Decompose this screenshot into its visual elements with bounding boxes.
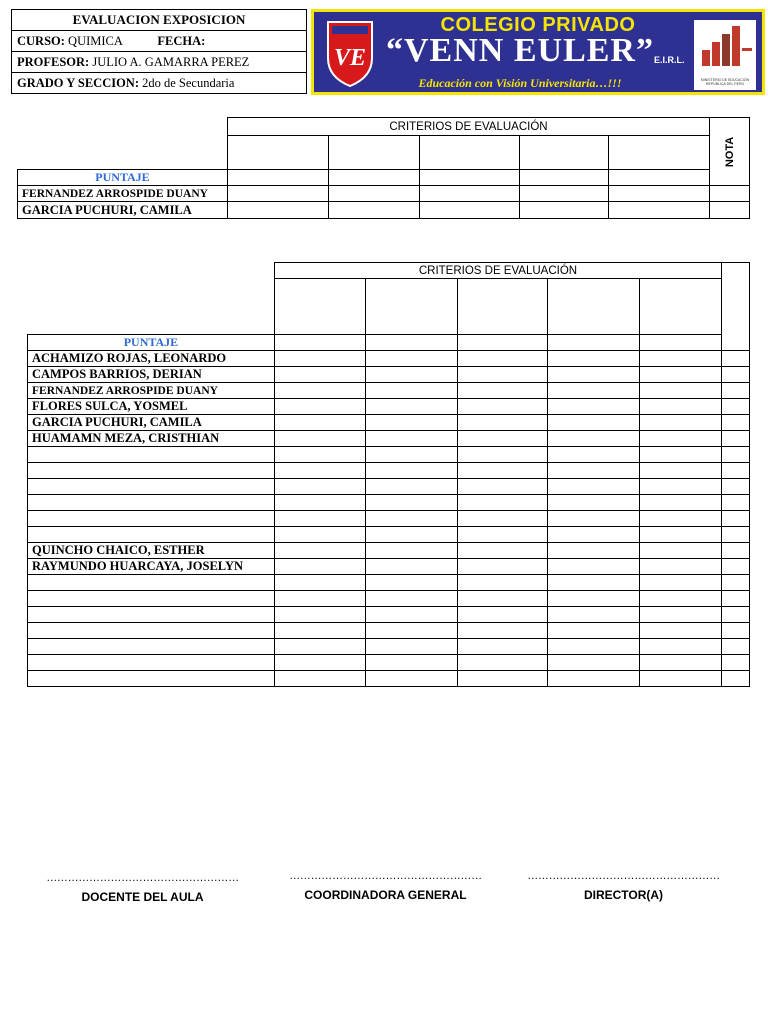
score-cell[interactable] bbox=[520, 170, 609, 186]
nota-label: NOTA bbox=[723, 136, 736, 167]
score-cell[interactable] bbox=[457, 367, 548, 383]
puntaje-label: PUNTAJE bbox=[18, 170, 228, 186]
score-cell[interactable] bbox=[274, 351, 365, 367]
table-row bbox=[28, 399, 750, 415]
score-cell[interactable] bbox=[548, 367, 640, 383]
score-cell[interactable] bbox=[328, 186, 419, 202]
score-cell[interactable] bbox=[640, 527, 722, 543]
score-cell[interactable] bbox=[274, 527, 365, 543]
score-cell[interactable] bbox=[365, 447, 457, 463]
score-cell[interactable] bbox=[457, 591, 548, 607]
nota-cell[interactable] bbox=[722, 351, 750, 367]
nota-cell[interactable] bbox=[722, 479, 750, 495]
table-row bbox=[28, 495, 750, 511]
student-name bbox=[28, 639, 275, 655]
signature-docente bbox=[40, 872, 245, 904]
nota-cell[interactable] bbox=[722, 431, 750, 447]
curso-value: QUIMICA bbox=[68, 33, 123, 48]
table-row bbox=[18, 186, 750, 202]
score-cell[interactable] bbox=[548, 399, 640, 415]
banner-eirl: E.I.R.L. bbox=[654, 55, 685, 65]
nota-cell[interactable] bbox=[722, 543, 750, 559]
score-cell[interactable] bbox=[274, 415, 365, 431]
student-name: HUAMAMN MEZA, CRISTHIAN bbox=[28, 431, 275, 447]
score-cell[interactable] bbox=[457, 335, 548, 351]
score-cell[interactable] bbox=[548, 495, 640, 511]
score-cell[interactable] bbox=[365, 639, 457, 655]
score-cell[interactable] bbox=[274, 399, 365, 415]
student-name: ACHAMIZO ROJAS, LEONARDO bbox=[28, 351, 275, 367]
score-cell[interactable] bbox=[365, 479, 457, 495]
score-cell[interactable] bbox=[640, 399, 722, 415]
score-cell[interactable] bbox=[640, 623, 722, 639]
nota-cell[interactable] bbox=[722, 575, 750, 591]
table-row bbox=[28, 655, 750, 671]
score-cell[interactable] bbox=[640, 543, 722, 559]
score-cell[interactable] bbox=[640, 495, 722, 511]
score-cell[interactable] bbox=[365, 527, 457, 543]
score-cell[interactable] bbox=[365, 543, 457, 559]
score-cell[interactable] bbox=[548, 415, 640, 431]
table-row bbox=[28, 431, 750, 447]
score-cell[interactable] bbox=[365, 399, 457, 415]
score-cell[interactable] bbox=[548, 575, 640, 591]
score-cell[interactable] bbox=[640, 575, 722, 591]
student-name: QUINCHO CHAICO, ESTHER bbox=[28, 543, 275, 559]
score-cell[interactable] bbox=[640, 447, 722, 463]
table-row bbox=[28, 671, 750, 687]
score-cell[interactable] bbox=[365, 463, 457, 479]
student-name bbox=[28, 623, 275, 639]
nota-cell[interactable] bbox=[722, 367, 750, 383]
score-cell[interactable] bbox=[274, 591, 365, 607]
table-row bbox=[28, 559, 750, 575]
score-cell[interactable] bbox=[365, 671, 457, 687]
score-cell[interactable] bbox=[548, 607, 640, 623]
score-cell[interactable] bbox=[274, 655, 365, 671]
score-cell[interactable] bbox=[365, 607, 457, 623]
table-row bbox=[28, 607, 750, 623]
table-row bbox=[28, 639, 750, 655]
student-name bbox=[28, 495, 275, 511]
score-cell[interactable] bbox=[419, 186, 520, 202]
table-row bbox=[28, 383, 750, 399]
score-cell[interactable] bbox=[365, 575, 457, 591]
score-cell[interactable] bbox=[548, 383, 640, 399]
student-name bbox=[28, 527, 275, 543]
score-cell[interactable] bbox=[548, 543, 640, 559]
signature-label: COORDINADORA GENERAL bbox=[304, 888, 467, 902]
table-row bbox=[28, 463, 750, 479]
score-cell[interactable] bbox=[640, 591, 722, 607]
score-cell[interactable] bbox=[457, 463, 548, 479]
score-cell[interactable] bbox=[274, 671, 365, 687]
student-name bbox=[28, 671, 275, 687]
criteria-header: CRITERIOS DE EVALUACIÓN bbox=[274, 263, 721, 279]
score-cell[interactable] bbox=[227, 186, 328, 202]
score-cell[interactable] bbox=[640, 335, 722, 351]
nota-header bbox=[722, 263, 750, 351]
nota-cell[interactable] bbox=[722, 591, 750, 607]
nota-header bbox=[710, 118, 750, 186]
nota-cell[interactable] bbox=[722, 415, 750, 431]
signature-line: ……………………………………………… bbox=[289, 870, 482, 882]
form-title: EVALUACION EXPOSICION bbox=[12, 10, 307, 31]
banner-school-name: “VENN EULER” bbox=[386, 32, 654, 69]
evaluation-table-2 bbox=[27, 262, 750, 687]
nota-cell[interactable] bbox=[722, 623, 750, 639]
nota-cell[interactable] bbox=[722, 671, 750, 687]
score-cell[interactable] bbox=[419, 170, 520, 186]
curso-row bbox=[12, 31, 307, 52]
criteria-cell[interactable] bbox=[520, 136, 609, 170]
score-cell[interactable] bbox=[365, 511, 457, 527]
nota-cell[interactable] bbox=[722, 447, 750, 463]
shield-initials: VE bbox=[333, 45, 367, 71]
student-name bbox=[28, 479, 275, 495]
bar-steps-icon bbox=[694, 20, 756, 70]
score-cell[interactable] bbox=[640, 479, 722, 495]
table-row bbox=[28, 447, 750, 463]
criteria-cell[interactable] bbox=[328, 136, 419, 170]
score-cell[interactable] bbox=[640, 463, 722, 479]
minedu-logo bbox=[694, 20, 756, 90]
score-cell[interactable] bbox=[274, 431, 365, 447]
score-cell[interactable] bbox=[457, 447, 548, 463]
score-cell[interactable] bbox=[274, 367, 365, 383]
score-cell[interactable] bbox=[548, 559, 640, 575]
signature-line: ……………………………………………… bbox=[527, 870, 720, 882]
score-cell[interactable] bbox=[548, 591, 640, 607]
score-cell[interactable] bbox=[457, 383, 548, 399]
student-name bbox=[28, 575, 275, 591]
criteria-cell[interactable] bbox=[609, 136, 710, 170]
criteria-cell[interactable] bbox=[365, 279, 457, 335]
score-cell[interactable] bbox=[457, 639, 548, 655]
criteria-cell[interactable] bbox=[640, 279, 722, 335]
score-cell[interactable] bbox=[274, 447, 365, 463]
score-cell[interactable] bbox=[548, 527, 640, 543]
student-name bbox=[28, 655, 275, 671]
student-name: CAMPOS BARRIOS, DERIAN bbox=[28, 367, 275, 383]
grado-row bbox=[12, 73, 307, 94]
score-cell[interactable] bbox=[548, 351, 640, 367]
student-name bbox=[28, 591, 275, 607]
score-cell[interactable] bbox=[457, 431, 548, 447]
table-row bbox=[28, 527, 750, 543]
nota-cell[interactable] bbox=[722, 383, 750, 399]
score-cell[interactable] bbox=[640, 639, 722, 655]
score-cell[interactable] bbox=[328, 170, 419, 186]
score-cell[interactable] bbox=[274, 639, 365, 655]
score-cell[interactable] bbox=[365, 495, 457, 511]
student-name bbox=[28, 447, 275, 463]
banner-line1: COLEGIO PRIVADO bbox=[440, 14, 636, 36]
table-row bbox=[28, 415, 750, 431]
school-banner bbox=[311, 9, 765, 95]
header-info-table bbox=[11, 9, 307, 94]
criteria-cell[interactable] bbox=[419, 136, 520, 170]
score-cell[interactable] bbox=[640, 367, 722, 383]
score-cell[interactable] bbox=[520, 186, 609, 202]
score-cell[interactable] bbox=[457, 575, 548, 591]
table-row bbox=[28, 351, 750, 367]
criteria-cell[interactable] bbox=[274, 279, 365, 335]
score-cell[interactable] bbox=[227, 170, 328, 186]
score-cell[interactable] bbox=[457, 559, 548, 575]
fecha-label: FECHA: bbox=[157, 33, 206, 48]
score-cell[interactable] bbox=[609, 170, 710, 186]
score-cell[interactable] bbox=[548, 463, 640, 479]
score-cell[interactable] bbox=[548, 639, 640, 655]
score-cell[interactable] bbox=[548, 655, 640, 671]
score-cell[interactable] bbox=[365, 655, 457, 671]
table-row bbox=[28, 575, 750, 591]
nota-cell[interactable] bbox=[722, 463, 750, 479]
score-cell[interactable] bbox=[274, 575, 365, 591]
score-cell[interactable] bbox=[548, 511, 640, 527]
nota-cell[interactable] bbox=[722, 495, 750, 511]
minedu-caption: MINISTERIO DE EDUCACIÓN REPÚBLICA DEL PERÚ bbox=[700, 78, 750, 86]
nota-cell[interactable] bbox=[710, 186, 750, 202]
score-cell[interactable] bbox=[548, 479, 640, 495]
score-cell[interactable] bbox=[365, 591, 457, 607]
table-row bbox=[28, 511, 750, 527]
score-cell[interactable] bbox=[457, 527, 548, 543]
score-cell[interactable] bbox=[274, 335, 365, 351]
signature-line: ……………………………………………… bbox=[46, 872, 239, 884]
table-row bbox=[28, 591, 750, 607]
score-cell[interactable] bbox=[640, 671, 722, 687]
curso-label: CURSO: bbox=[17, 33, 65, 48]
student-name: RAYMUNDO HUARCAYA, JOSELYN bbox=[28, 559, 275, 575]
criteria-cell[interactable] bbox=[457, 279, 548, 335]
score-cell[interactable] bbox=[274, 543, 365, 559]
criteria-cell[interactable] bbox=[227, 136, 328, 170]
signature-label: DIRECTOR(A) bbox=[583, 888, 664, 902]
score-cell[interactable] bbox=[274, 495, 365, 511]
score-cell[interactable] bbox=[274, 623, 365, 639]
nota-cell[interactable] bbox=[710, 202, 750, 219]
score-cell[interactable] bbox=[457, 399, 548, 415]
score-cell[interactable] bbox=[274, 607, 365, 623]
nota-cell[interactable] bbox=[722, 527, 750, 543]
score-cell[interactable] bbox=[227, 202, 328, 219]
student-name: FLORES SULCA, YOSMEL bbox=[28, 399, 275, 415]
score-cell[interactable] bbox=[365, 383, 457, 399]
score-cell[interactable] bbox=[457, 655, 548, 671]
table-row bbox=[28, 479, 750, 495]
score-cell[interactable] bbox=[548, 623, 640, 639]
score-cell[interactable] bbox=[365, 367, 457, 383]
score-cell[interactable] bbox=[419, 202, 520, 219]
banner-slogan: Educación con Visión Universitaria…!!! bbox=[418, 76, 622, 90]
score-cell[interactable] bbox=[548, 335, 640, 351]
score-cell[interactable] bbox=[274, 383, 365, 399]
score-cell[interactable] bbox=[365, 431, 457, 447]
criteria-cell[interactable] bbox=[548, 279, 640, 335]
score-cell[interactable] bbox=[457, 607, 548, 623]
score-cell[interactable] bbox=[457, 543, 548, 559]
score-cell[interactable] bbox=[548, 431, 640, 447]
nota-cell[interactable] bbox=[722, 607, 750, 623]
score-cell[interactable] bbox=[457, 511, 548, 527]
score-cell[interactable] bbox=[457, 479, 548, 495]
score-cell[interactable] bbox=[609, 186, 710, 202]
score-cell[interactable] bbox=[457, 351, 548, 367]
evaluation-table-1 bbox=[17, 117, 750, 219]
signature-director bbox=[521, 870, 726, 902]
table-row bbox=[28, 543, 750, 559]
puntaje-label: PUNTAJE bbox=[28, 335, 275, 351]
profesor-row bbox=[12, 52, 307, 73]
score-cell[interactable] bbox=[609, 202, 710, 219]
score-cell[interactable] bbox=[640, 383, 722, 399]
nota-cell[interactable] bbox=[722, 639, 750, 655]
score-cell[interactable] bbox=[640, 351, 722, 367]
score-cell[interactable] bbox=[640, 559, 722, 575]
score-cell[interactable] bbox=[274, 559, 365, 575]
score-cell[interactable] bbox=[457, 495, 548, 511]
score-cell[interactable] bbox=[274, 479, 365, 495]
score-cell[interactable] bbox=[640, 431, 722, 447]
score-cell[interactable] bbox=[365, 623, 457, 639]
score-cell[interactable] bbox=[457, 623, 548, 639]
grado-label: GRADO Y SECCION: bbox=[17, 75, 139, 90]
score-cell[interactable] bbox=[365, 559, 457, 575]
score-cell[interactable] bbox=[328, 202, 419, 219]
nota-cell[interactable] bbox=[722, 655, 750, 671]
score-cell[interactable] bbox=[365, 351, 457, 367]
score-cell[interactable] bbox=[457, 671, 548, 687]
score-cell[interactable] bbox=[548, 447, 640, 463]
table-row bbox=[28, 367, 750, 383]
student-name: FERNANDEZ ARROSPIDE DUANY bbox=[18, 186, 228, 202]
score-cell[interactable] bbox=[457, 415, 548, 431]
student-name bbox=[28, 511, 275, 527]
score-cell[interactable] bbox=[365, 335, 457, 351]
score-cell[interactable] bbox=[274, 511, 365, 527]
table-row bbox=[28, 623, 750, 639]
student-name bbox=[28, 607, 275, 623]
score-cell[interactable] bbox=[640, 655, 722, 671]
student-name: GARCIA PUCHURI, CAMILA bbox=[18, 202, 228, 219]
student-name: FERNANDEZ ARROSPIDE DUANY bbox=[28, 383, 275, 399]
score-cell[interactable] bbox=[548, 671, 640, 687]
student-name bbox=[28, 463, 275, 479]
score-cell[interactable] bbox=[365, 415, 457, 431]
signature-coordinadora bbox=[283, 870, 488, 902]
criteria-header: CRITERIOS DE EVALUACIÓN bbox=[227, 118, 709, 136]
grado-value: 2do de Secundaria bbox=[142, 75, 235, 90]
score-cell[interactable] bbox=[274, 463, 365, 479]
score-cell[interactable] bbox=[640, 415, 722, 431]
signature-label: DOCENTE DEL AULA bbox=[81, 890, 204, 904]
score-cell[interactable] bbox=[520, 202, 609, 219]
nota-cell[interactable] bbox=[722, 399, 750, 415]
nota-cell[interactable] bbox=[722, 559, 750, 575]
nota-cell[interactable] bbox=[722, 511, 750, 527]
profesor-value: JULIO A. GAMARRA PEREZ bbox=[92, 54, 250, 69]
score-cell[interactable] bbox=[640, 607, 722, 623]
student-name: GARCIA PUCHURI, CAMILA bbox=[28, 415, 275, 431]
table-row bbox=[18, 202, 750, 219]
profesor-label: PROFESOR: bbox=[17, 54, 90, 69]
score-cell[interactable] bbox=[640, 511, 722, 527]
